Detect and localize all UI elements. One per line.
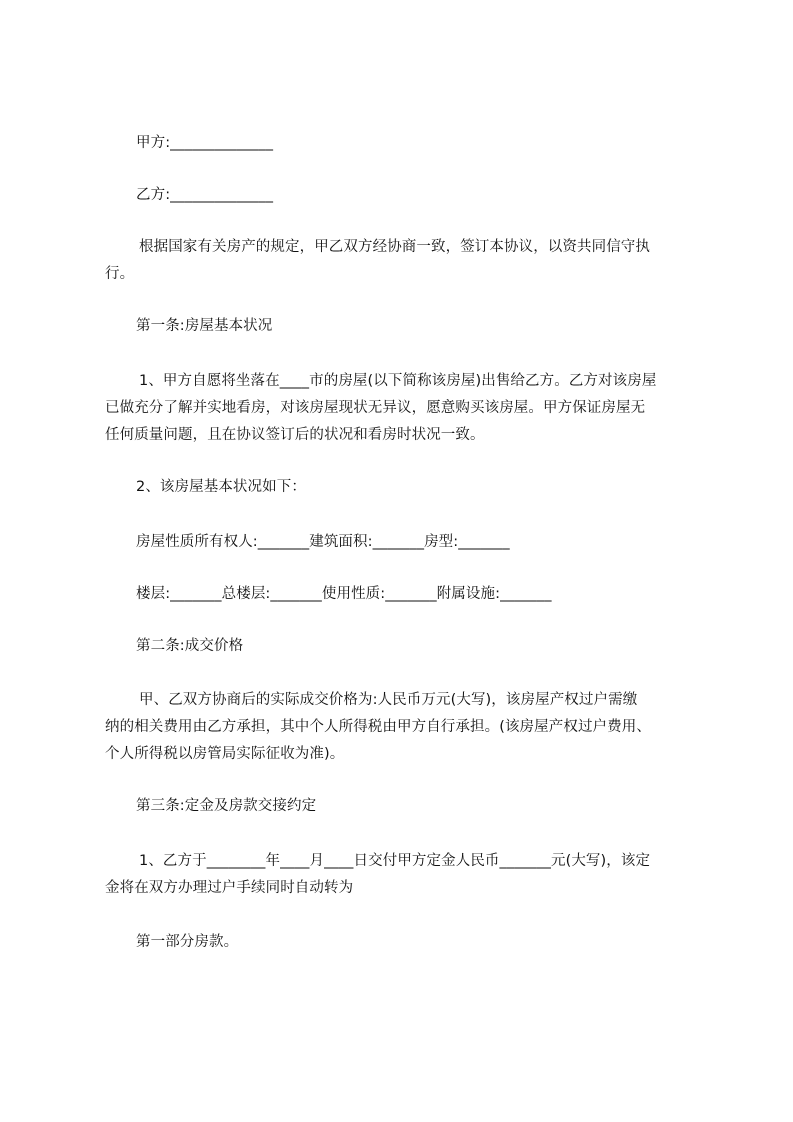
- property-details-line-1: 房屋性质所有权人:_______建筑面积:_______房型:_______: [136, 534, 510, 550]
- article2-body-line-1: 甲、乙双方协商后的实际成交价格为:人民币万元(大写)，该房屋产权过户需缴: [139, 692, 638, 708]
- article1-clause1-line-3: 任何质量问题，且在协议签订后的状况和看房时状况一致。: [105, 427, 485, 443]
- article3-clause1-line-2: 金将在双方办理过户手续同时自动转为: [105, 880, 354, 896]
- article1-clause1-line-2: 已做充分了解并实地看房，对该房屋现状无异议，愿意购买该房屋。甲方保证房屋无: [105, 400, 646, 416]
- article2-body-line-3: 个人所得税以房管局实际征收为准)。: [105, 746, 345, 762]
- party-a-line: 甲方:______________: [136, 135, 274, 151]
- intro-line-1: 根据国家有关房产的规定，甲乙双方经协商一致，签订本协议，以资共同信守执: [139, 239, 650, 255]
- article3-tail: 第一部分房款。: [136, 934, 239, 950]
- article1-title: 第一条:房屋基本状况: [136, 318, 273, 334]
- article3-clause1-line-1: 1、乙方于________年____月____日交付甲方定金人民币_______元(大写)，该定: [139, 853, 651, 869]
- party-b-line: 乙方:______________: [136, 187, 274, 203]
- article2-body-line-2: 纳的相关费用由乙方承担，其中个人所得税由甲方自行承担。(该房屋产权过户费用、: [105, 719, 651, 735]
- article1-clause2: 2、该房屋基本状况如下：: [136, 479, 306, 495]
- intro-line-2: 行。: [105, 266, 135, 282]
- article1-clause1-line-1: 1、甲方自愿将坐落在____市的房屋(以下简称该房屋)出售给乙方。乙方对该房屋: [139, 373, 657, 389]
- article3-title: 第三条:定金及房款交接约定: [136, 798, 317, 814]
- property-details-line-2: 楼层:_______总楼层:_______使用性质:_______附属设施:_______: [136, 586, 552, 602]
- article2-title: 第二条:成交价格: [136, 638, 244, 654]
